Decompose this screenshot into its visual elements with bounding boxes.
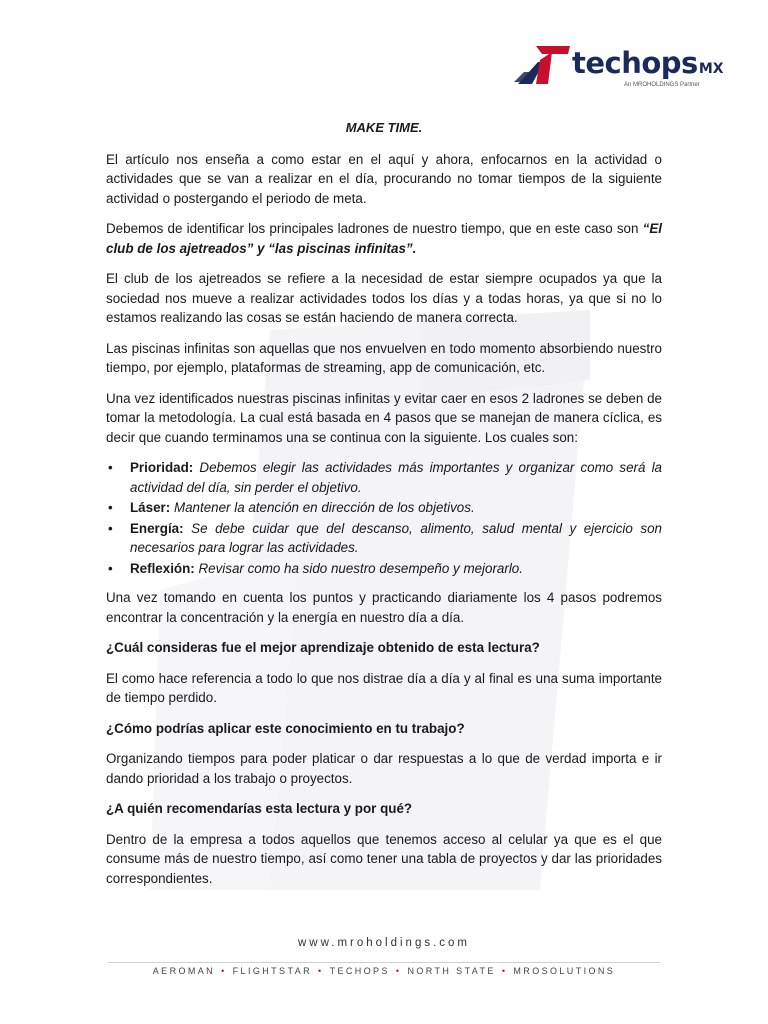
logo-tagline: An MROHOLDINGS Partner [624,82,700,88]
footer-company-list [0,966,768,976]
footer-separator: • [395,966,402,976]
answer-best-learning: El como hace referencia a todo lo que nos distrae día a día y al final es una suma importante de tiempo perdido. [106,670,662,705]
footer-company: FLIGHTSTAR [232,966,312,976]
footer-company: AEROMAN [152,966,216,976]
list-item [108,519,662,558]
bullet: • [108,560,113,576]
step-description: Revisar como ha sido nuestro desempeño y mejorarlo. [198,560,523,576]
footer-separator: • [318,966,324,976]
step-description: Mantener la atención en dirección de los objetivos. [173,500,475,515]
paragraph-thieves-text: Debemos de identificar los principales ladrones de nuestro tiempo, que en este caso son [106,221,643,236]
footer-company: MROSOLUTIONS [513,966,616,976]
bullet: • [108,500,113,515]
document-title: MAKE TIME. [345,120,423,135]
step-term: Prioridad: [130,460,194,475]
logo-country-suffix: MX [698,61,724,77]
footer-website-link[interactable]: www.mroholdings.com [297,937,471,949]
list-item [108,458,662,497]
answer-recommend: Dentro de la empresa a todos aquellos que tenemos acceso al celular ya que es el que consume más de nuestro tiempo, así como tener una tabla de proyectos y dar las prioridades correspondientes. [106,831,662,886]
question-recommend: ¿A quién recomendarías esta lectura y por qué? [106,801,413,816]
paragraph-busy-club: El club de los ajetreados se refiere a la necesidad de estar siempre ocupados ya que la sociedad nos mueve a realizar actividades todos los días y a todas horas, ya que si no lo estamos realizando las cosas se están haciendo de manera correcta. [106,271,662,325]
paragraph-methodology: Una vez identificados nuestras piscinas infinitas y evitar caer en esos 2 ladrones se deben de tomar la metodología. La cual está basada en 4 pasos que se manejan de manera cíclica, es decir que cuando terminamos una se continua con la siguiente. Los cuales son: [106,390,662,445]
paragraph-thieves [106,219,662,258]
list-item [108,498,662,518]
logo-wordmark: techops [572,46,698,80]
techops-logo-mark-icon [512,44,572,86]
step-description: Se debe cuidar que del descanso, alimento, salud mental y ejercicio son necesarios para lograr las actividades. [130,520,662,555]
steps-list [106,458,662,578]
question-best-learning: ¿Cuál consideras fue el mejor aprendizaje obtenido de esta lectura? [106,640,540,655]
footer-company: NORTH STATE [407,966,496,976]
document-body [106,118,662,899]
footer-separator: • [221,966,227,976]
footer-separator: • [501,966,508,976]
question-apply-at-work: ¿Cómo podrías aplicar este conocimiento en tu trabajo? [106,720,465,736]
bullet: • [108,460,113,475]
footer-company: TECHOPS [329,966,390,976]
paragraph-thieves-emphasis: “El club de los ajetreados” y “las piscinas infinitas”. [106,221,662,256]
bullet: • [108,520,113,536]
paragraph-conclusion: Una vez tomando en cuenta los puntos y practicando diariamente los 4 pasos podremos encontrar la concentración y la energía en nuestro día a día. [106,590,662,625]
list-item [108,559,662,579]
step-term: Reflexión: [130,560,195,576]
answer-apply-at-work: Organizando tiempos para poder platicar o dar respuestas a lo que de verdad importa e ir dando prioridad a los trabajo o proyectos. [106,751,662,786]
step-term: Láser: [130,500,171,515]
footer-divider [108,962,660,963]
techops-logo [512,42,724,94]
paragraph-infinity-pools: Las piscinas infinitas son aquellas que nos envuelven en todo momento absorbiendo nuestro tiempo, por ejemplo, plataformas de streaming, app de comunicación, etc. [106,340,662,375]
step-description: Debemos elegir las actividades más importantes y organizar como será la actividad del día, sin perder el objetivo. [130,460,662,495]
paragraph-intro: El artículo nos enseña a como estar en el aquí y ahora, enfocarnos en la actividad o actividades que se van a realizar en el día, procurando no tomar tiempos de la siguiente actividad o postergando el periodo de meta. [106,151,662,206]
step-term: Energía: [130,520,184,536]
